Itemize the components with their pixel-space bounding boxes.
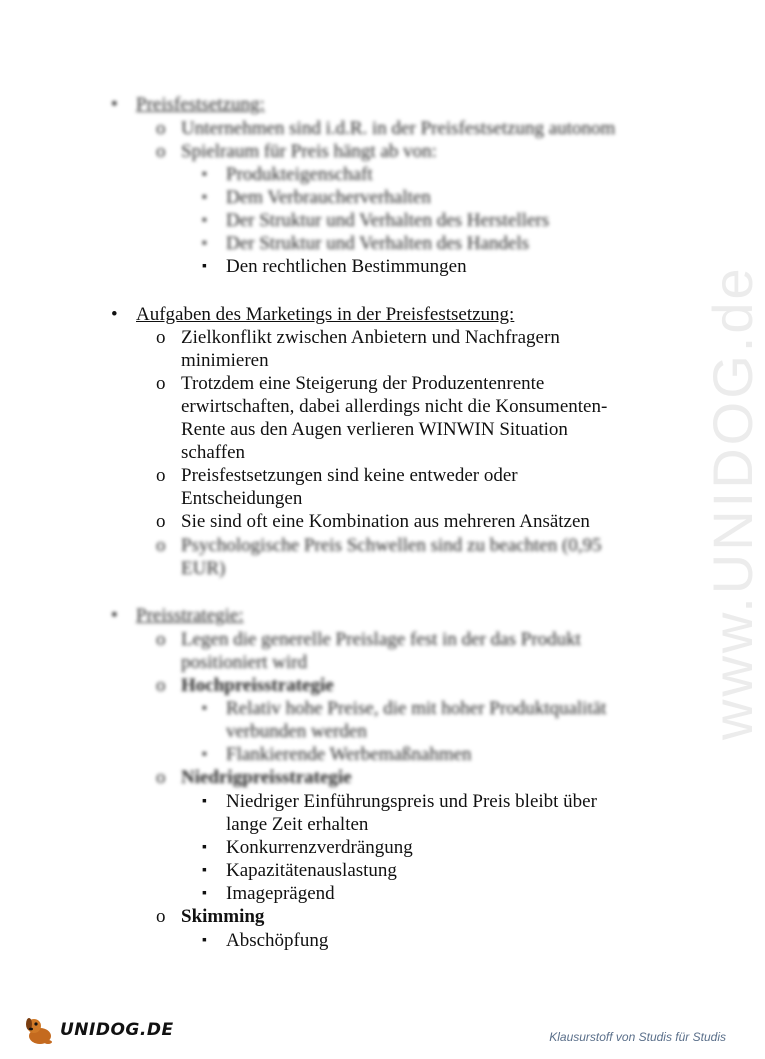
bullet-disc: • <box>111 304 118 325</box>
list-item: Den rechtlichen Bestimmungen <box>226 256 467 277</box>
bullet-square: ▪ <box>202 259 207 274</box>
bullet-circle: o <box>156 675 166 696</box>
list-item: Dem Verbraucherverhalten <box>226 187 431 208</box>
list-item-cont: lange Zeit erhalten <box>226 814 369 835</box>
bullet-circle: o <box>156 535 166 556</box>
list-item: Relativ hohe Preise, die mit hoher Produktqualität <box>226 698 607 719</box>
bullet-square: ▪ <box>202 190 207 205</box>
list-item: Der Struktur und Verhalten des Handels <box>226 233 530 254</box>
list-item-cont: verbunden werden <box>226 721 367 742</box>
strategy-heading: Skimming <box>181 906 265 927</box>
footer-tagline: Klausurstoff von Studis für Studis <box>549 1030 726 1044</box>
bullet-circle: o <box>156 118 166 139</box>
bullet-square: ▪ <box>202 933 207 948</box>
bullet-square: ▪ <box>202 886 207 901</box>
list-item: Sie sind oft eine Kombination aus mehreren Ansätzen <box>181 511 590 532</box>
list-item: Der Struktur und Verhalten des Herstellers <box>226 210 550 231</box>
bullet-square: ▪ <box>202 701 207 716</box>
bullet-disc: • <box>111 605 118 626</box>
list-item: Niedriger Einführungspreis und Preis bleibt über <box>226 791 597 812</box>
strategy-heading: Niedrigpreisstrategie <box>181 767 352 788</box>
list-item: Produkteigenschaft <box>226 164 373 185</box>
bullet-square: ▪ <box>202 167 207 182</box>
watermark: www.UNIDOG.de <box>701 265 764 740</box>
bullet-circle: o <box>156 465 166 486</box>
dog-logo-icon <box>22 1012 58 1048</box>
list-item-cont: positioniert wird <box>181 652 308 673</box>
list-item: Zielkonflikt zwischen Anbietern und Nachfragern <box>181 327 560 348</box>
list-item-cont: Entscheidungen <box>181 488 303 509</box>
list-item: Abschöpfung <box>226 930 329 951</box>
bullet-square: ▪ <box>202 863 207 878</box>
bullet-circle: o <box>156 373 166 394</box>
list-item-cont: EUR) <box>181 558 226 579</box>
section-title: Preisstrategie: <box>136 605 244 626</box>
bullet-square: ▪ <box>202 747 207 762</box>
list-item-cont: Rente aus den Augen verlieren WINWIN Situation <box>181 419 568 440</box>
bullet-circle: o <box>156 327 166 348</box>
bullet-square: ▪ <box>202 794 207 809</box>
list-item-cont: minimieren <box>181 350 269 371</box>
list-item: Konkurrenzverdrängung <box>226 837 413 858</box>
section-title: Preisfestsetzung: <box>136 94 265 115</box>
list-item: Unternehmen sind i.d.R. in der Preisfestsetzung autonom <box>181 118 616 139</box>
list-item: Legen die generelle Preislage fest in der das Produkt <box>181 629 581 650</box>
list-item: Kapazitätenauslastung <box>226 860 397 881</box>
bullet-circle: o <box>156 141 166 162</box>
list-item: Trotzdem eine Steigerung der Produzentenrente <box>181 373 545 394</box>
list-item: Flankierende Werbemaßnahmen <box>226 744 472 765</box>
bullet-circle: o <box>156 629 166 650</box>
bullet-square: ▪ <box>202 236 207 251</box>
list-item: Preisfestsetzungen sind keine entweder oder <box>181 465 518 486</box>
bullet-square: ▪ <box>202 213 207 228</box>
bullet-disc: • <box>111 94 118 115</box>
logo-text: UNIDOG.DE <box>60 1020 174 1040</box>
list-item-cont: schaffen <box>181 442 246 463</box>
strategy-heading: Hochpreisstrategie <box>181 675 334 696</box>
bullet-square: ▪ <box>202 840 207 855</box>
list-item-cont: erwirtschaften, dabei allerdings nicht die Konsumenten- <box>181 396 608 417</box>
footer-logo[interactable] <box>22 1010 174 1050</box>
section-title: Aufgaben des Marketings in der Preisfestsetzung: <box>136 304 515 325</box>
bullet-circle: o <box>156 767 166 788</box>
bullet-circle: o <box>156 906 166 927</box>
list-item: Psychologische Preis Schwellen sind zu beachten (0,95 <box>181 535 602 556</box>
list-item: Imageprägend <box>226 883 335 904</box>
list-item: Spielraum für Preis hängt ab von: <box>181 141 437 162</box>
bullet-circle: o <box>156 511 166 532</box>
